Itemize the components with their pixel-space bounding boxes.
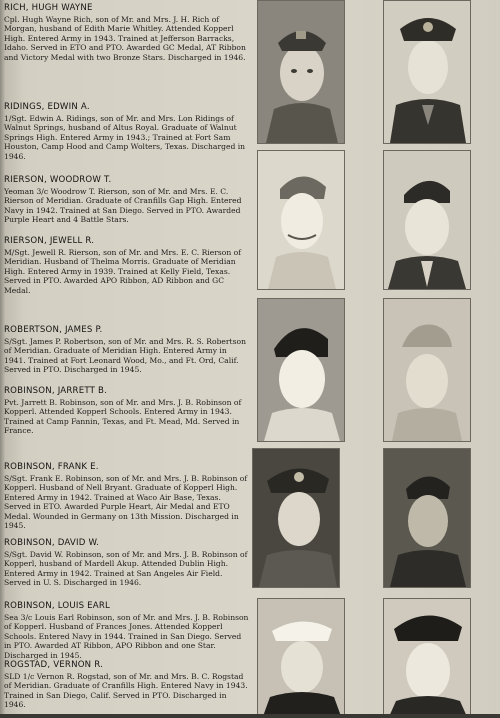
entry-rogstad-vernon [4,660,250,710]
entry-bio: 1/Sgt. Edwin A. Ridings, son of Mr. and Mrs. Lon Ridings of Walnut Springs, husband of Altus Royal. Graduate of Walnut Springs High. Entered Army in 1943.; Trained at Fort Sam Houston, Camp Hood and Camp Wolters, Texas. Discharged in 1946. [4,113,246,161]
entry-bio: Cpl. Hugh Wayne Rich, son of Mr. and Mrs. J. H. Rich of Morgan, husband of Edith Marie Whitley. Attended Kopperl High. Entered Army in 1943. Trained at Jefferson Barracks, Idaho. Served in ETO and PTO. Awarded GC Medal, AT Ribbon and Victory Medal with two Bronze Stars. Discharged in 1946. [4,14,246,62]
entry-bio: S/Sgt. James P. Robertson, son of Mr. and Mrs. R. S. Robertson of Meridian. Graduate of Meridian High. Entered Army in 1941. Trained at Fort Leonard Wood, Mo., and Ft. Ord, Calif. Served in PTO. Discharged in 1945. [4,336,246,374]
portrait-photo-rich [257,0,345,144]
entry-bio: Yeoman 3/c Woodrow T. Rierson, son of Mr. and Mrs. E. C. Rierson of Meridian. Graduate of Cranfills Gap High. Entered Navy in 1942. Trained at San Diego. Served in PTO. Awarded Purple Heart and 4 Battle Stars. [4,186,242,224]
entry-name: RIERSON, WOODROW T. [4,175,112,185]
entry-rierson-woodrow [4,175,250,225]
entry-robertson-james [4,325,250,375]
portrait-photo-rierson-jewell [383,150,471,290]
entry-bio: SLD 1/c Vernon R. Rogstad, son of Mr. and Mrs. B. C. Rogstad of Meridian. Graduate of Cranfills High. Entered Navy in 1943. Trained in San Diego, Calif. Served in PTO. Discharged in 1946. [4,671,248,709]
portrait-photo-robinson-david [383,448,471,588]
entry-bio: Pvt. Jarrett B. Robinson, son of Mr. and Mrs. J. B. Robinson of Kopperl. Attended Kopperl Schools. Entered Army in 1943. Trained at Camp Fannin, Texas, and Ft. Mead, Md. Served in France. [4,397,242,435]
entry-name: RIERSON, JEWELL R. [4,236,95,246]
entry-name: RICH, HUGH WAYNE [4,3,93,13]
page-bottom-edge [0,714,500,718]
portrait-photo-rich-2 [383,0,471,144]
entry-name: ROBERTSON, JAMES P. [4,325,103,335]
entry-name: ROBINSON, LOUIS EARL [4,601,111,611]
entry-name: ROGSTAD, VERNON R. [4,660,104,670]
entry-bio: M/Sgt. Jewell R. Rierson, son of Mr. and Mrs. E. C. Rierson of Meridian. Husband of Thelma Morris. Graduate of Meridian High. Entered Army in 1939. Trained at Kelly Field, Texas. Served in PTO. Awarded APO Ribbon, AD Ribbon and GC Medal. [4,247,242,295]
portrait-photo-robinson-jarrett [383,298,471,442]
entry-name: ROBINSON, DAVID W. [4,538,100,548]
entry-rierson-jewell [4,236,250,295]
portrait-photo-rierson-woodrow [257,150,345,290]
entry-name: RIDINGS, EDWIN A. [4,102,90,112]
portrait-photo-robinson-frank [252,448,340,588]
entry-name: ROBINSON, FRANK E. [4,462,99,472]
entry-rich-hugh-wayne [4,3,250,62]
entry-bio: S/Sgt. David W. Robinson, son of Mr. and Mrs. J. B. Robinson of Kopperl, husband of Mardell Akup. Attended Dublin High. Entered Army in 1942. Trained at San Angeles Air Field. Served in U. S. Discharged in 1946. [4,549,248,587]
entry-robinson-frank [4,462,250,531]
entry-name: ROBINSON, JARRETT B. [4,386,108,396]
entry-bio: S/Sgt. Frank E. Robinson, son of Mr. and Mrs. J. B. Robinson of Kopperl. Husband of Nell Bryant. Graduate of Kopperl High. Entered Army in 1942. Trained at Waco Air Base, Texas. Served in ETO. Awarded Purple Heart, Air Medal and ETO Medal. Wounded in Germany on 13th Mission. Discharged in 1945. [4,473,248,530]
portrait-photo-rogstad-vernon [383,598,471,718]
entry-robinson-david [4,538,250,588]
entry-robinson-jarrett [4,386,250,436]
portrait-photo-robinson-louis [257,598,345,718]
entry-robinson-louis [4,601,250,660]
entry-bio: Sea 3/c Louis Earl Robinson, son of Mr. and Mrs. J. B. Robinson of Kopperl. Husband of Frances Jones. Attended Kopperl Schools. Entered Navy in 1944. Trained in San Diego. Served in PTO. Awarded AT Ribbon, APO Ribbon and one Star. Discharged in 1945. [4,612,249,660]
portrait-photo-robertson-james [257,298,345,442]
entry-ridings-edwin [4,102,250,161]
